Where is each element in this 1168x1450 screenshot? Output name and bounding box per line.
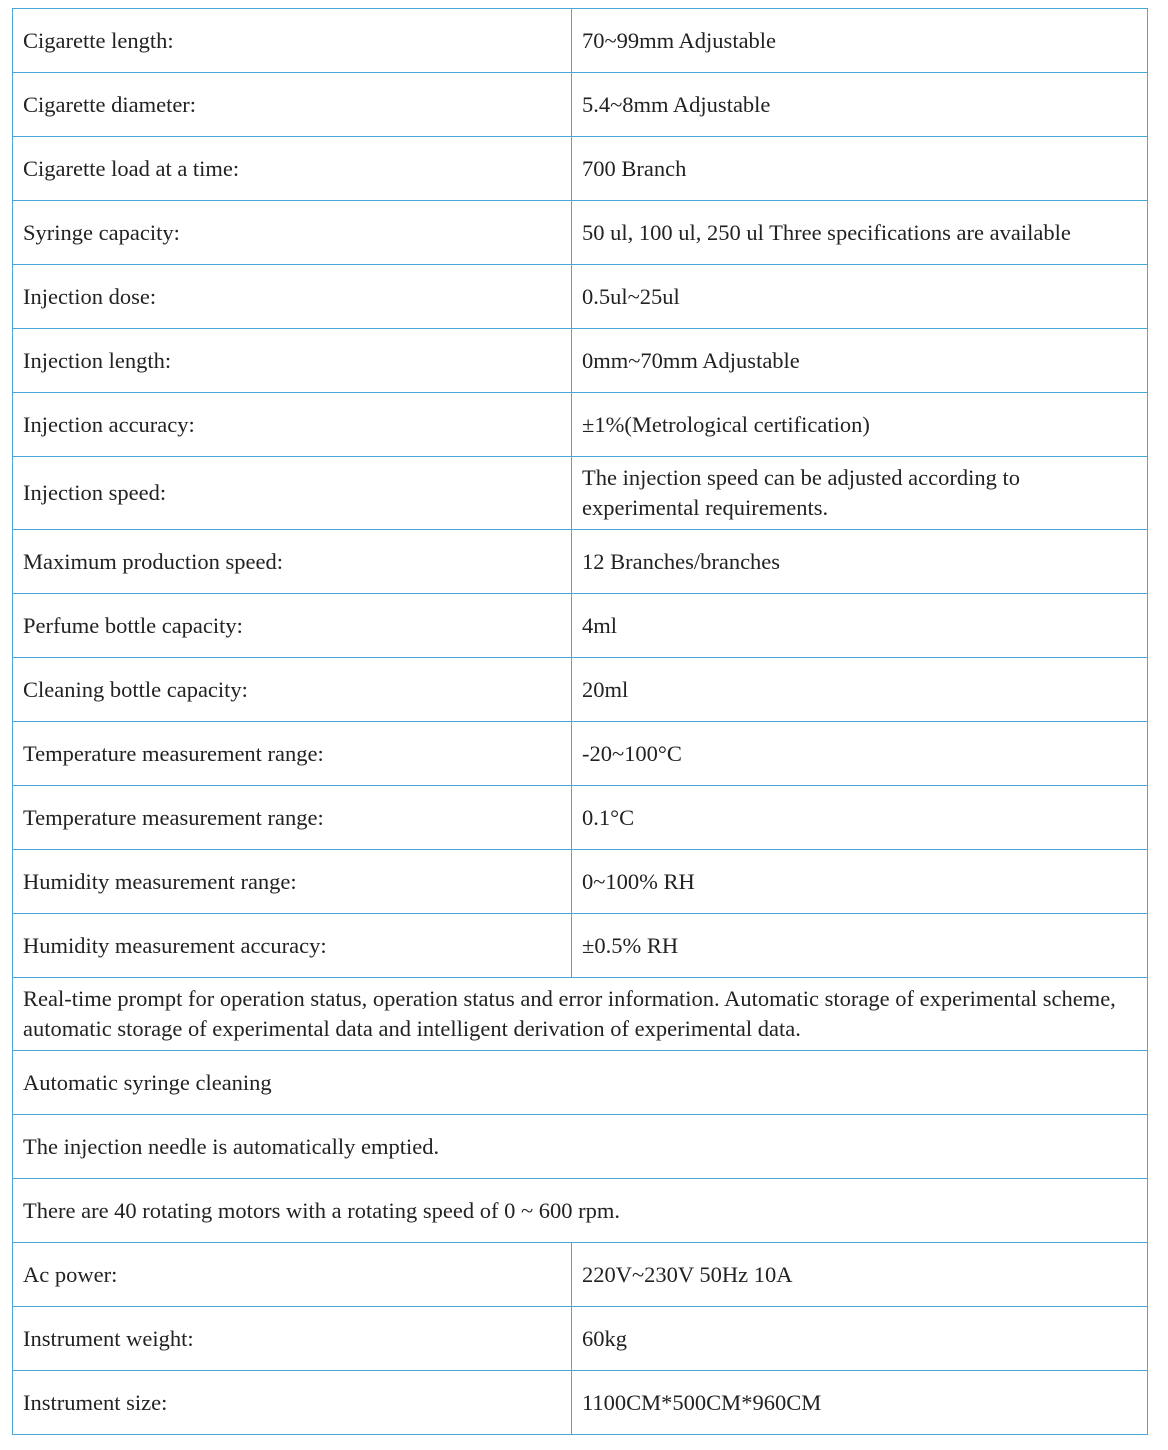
spec-value: 20ml: [572, 658, 1148, 722]
spec-label: Perfume bottle capacity:: [13, 594, 572, 658]
feature-text: The injection needle is automatically emptied.: [13, 1115, 1148, 1179]
spec-row-cleaning-bottle: [13, 658, 1148, 722]
spec-row-max-production-speed: [13, 530, 1148, 594]
spec-label: Instrument size:: [13, 1371, 572, 1435]
spec-row-humidity-accuracy: [13, 914, 1148, 978]
spec-value: 0~100% RH: [572, 850, 1148, 914]
spec-row-injection-speed: [13, 457, 1148, 530]
spec-row-perfume-bottle: [13, 594, 1148, 658]
spec-row-temperature-range: [13, 722, 1148, 786]
spec-value: 0.1°C: [572, 786, 1148, 850]
feature-text: Real-time prompt for operation status, operation status and error information. Automatic storage of experimental scheme, automatic storage of experimental data and intelligent derivation of experimental data.: [13, 978, 1148, 1051]
spec-row-instrument-weight: [13, 1307, 1148, 1371]
feature-row-needle-emptied: [13, 1115, 1148, 1179]
spec-value: 1100CM*500CM*960CM: [572, 1371, 1148, 1435]
feature-text: Automatic syringe cleaning: [13, 1051, 1148, 1115]
spec-value: ±0.5% RH: [572, 914, 1148, 978]
spec-value: 12 Branches/branches: [572, 530, 1148, 594]
spec-label: Temperature measurement range:: [13, 786, 572, 850]
spec-label: Injection length:: [13, 329, 572, 393]
spec-value: 4ml: [572, 594, 1148, 658]
spec-row-temperature-resolution: [13, 786, 1148, 850]
spec-label: Cleaning bottle capacity:: [13, 658, 572, 722]
spec-label: Ac power:: [13, 1243, 572, 1307]
spec-row-humidity-range: [13, 850, 1148, 914]
spec-label: Temperature measurement range:: [13, 722, 572, 786]
feature-row-rotating-motors: [13, 1179, 1148, 1243]
spec-row-instrument-size: [13, 1371, 1148, 1435]
spec-value: The injection speed can be adjusted according to experimental requirements.: [572, 457, 1148, 530]
spec-row-injection-accuracy: [13, 393, 1148, 457]
feature-row-syringe-cleaning: [13, 1051, 1148, 1115]
spec-value: 700 Branch: [572, 137, 1148, 201]
spec-row-cigarette-load: [13, 137, 1148, 201]
spec-label: Humidity measurement range:: [13, 850, 572, 914]
spec-label: Injection dose:: [13, 265, 572, 329]
spec-value: 0mm~70mm Adjustable: [572, 329, 1148, 393]
spec-row-injection-dose: [13, 265, 1148, 329]
spec-label: Maximum production speed:: [13, 530, 572, 594]
spec-value: -20~100°C: [572, 722, 1148, 786]
spec-value: 70~99mm Adjustable: [572, 9, 1148, 73]
spec-value: 5.4~8mm Adjustable: [572, 73, 1148, 137]
feature-text: There are 40 rotating motors with a rotating speed of 0 ~ 600 rpm.: [13, 1179, 1148, 1243]
spec-label: Humidity measurement accuracy:: [13, 914, 572, 978]
spec-label: Injection accuracy:: [13, 393, 572, 457]
spec-label: Injection speed:: [13, 457, 572, 530]
spec-row-cigarette-length: [13, 9, 1148, 73]
spec-value: 60kg: [572, 1307, 1148, 1371]
specifications-table: [12, 8, 1148, 1435]
spec-row-injection-length: [13, 329, 1148, 393]
spec-label: Instrument weight:: [13, 1307, 572, 1371]
spec-label: Cigarette diameter:: [13, 73, 572, 137]
spec-label: Cigarette length:: [13, 9, 572, 73]
spec-value: 50 ul, 100 ul, 250 ul Three specifications are available: [572, 201, 1148, 265]
spec-row-cigarette-diameter: [13, 73, 1148, 137]
feature-row-realtime-prompt: [13, 978, 1148, 1051]
spec-row-syringe-capacity: [13, 201, 1148, 265]
spec-value: 0.5ul~25ul: [572, 265, 1148, 329]
spec-value: ±1%(Metrological certification): [572, 393, 1148, 457]
spec-label: Syringe capacity:: [13, 201, 572, 265]
spec-value: 220V~230V 50Hz 10A: [572, 1243, 1148, 1307]
spec-label: Cigarette load at a time:: [13, 137, 572, 201]
spec-row-ac-power: [13, 1243, 1148, 1307]
